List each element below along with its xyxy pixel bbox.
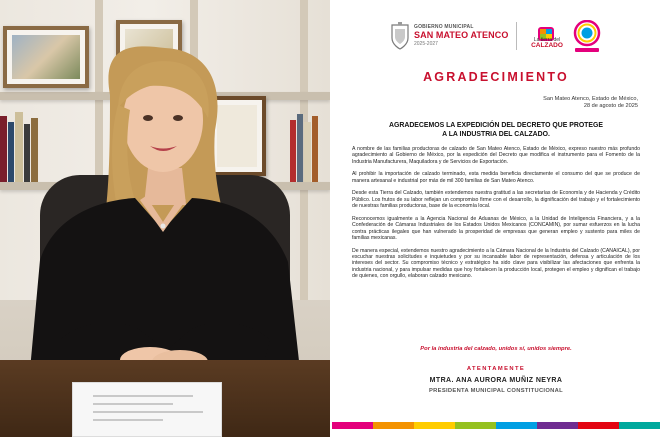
letter-date-block — [438, 96, 638, 110]
letter-headline — [362, 122, 630, 139]
letter-place: San Mateo Atenco, Estado de México, — [543, 96, 638, 102]
municipality-years: 2025-2027 — [414, 41, 438, 47]
letter-document — [332, 0, 660, 437]
municipal-shield-icon — [390, 22, 410, 50]
headline-line-2: A LA INDUSTRIA DEL CALZADO. — [442, 130, 550, 138]
signer-position: PRESIDENTA MUNICIPAL CONSTITUCIONAL — [429, 388, 563, 394]
letter-title: AGRADECIMIENTO — [423, 70, 569, 84]
closing-label: ATENTAMENTE — [466, 366, 526, 372]
letterhead-logos — [332, 20, 660, 54]
slogan: Por la industria del calzado, unidos sí, unidos siempre. — [420, 346, 572, 352]
desk-document — [72, 382, 222, 437]
stripe-segment — [578, 422, 619, 429]
body-paragraph: A nombre de las familias productoras de calzado de San Mateo Atenco, Estado de México, expreso nuestro más profundo agradecimiento al Gobierno de México, por la expedición del Decreto que modifica el instrumento para el Fomento de la Industria Manufacturera, Maquiladora y de Servicios de Exportación. — [352, 146, 640, 165]
letter-body — [352, 146, 640, 286]
municipality-small-label: GOBIERNO MUNICIPAL — [414, 24, 474, 30]
body-paragraph: Al prohibir la importación de calzado terminado, esta medida beneficia directamente el consumo del que se produce de manera artesanal e industrial por más de mil 300 familias de San Mateo Atenco. — [352, 171, 640, 184]
calzado-line1: La tierra del — [533, 37, 561, 43]
stripe-segment — [455, 422, 496, 429]
stripe-segment — [619, 422, 660, 429]
calzado-logo-text — [522, 37, 572, 49]
body-paragraph: Reconocemos igualmente a la Agencia Nacional de Aduanas de México, a la Unidad de Inteligencia Financiera, y a la Confederación de Cámaras Industriales de los Estados Unidos Mexicanos (CONCAMIN), por sumar esfuerzos en la lucha contra prácticas ilegales que han vulnerado la prosperidad de empresas que generan empleo y sustento para miles de familias mexicanas. — [352, 215, 640, 242]
color-stripe-footer — [332, 422, 660, 429]
stripe-segment — [332, 422, 373, 429]
letter-date: 28 de agosto de 2025 — [583, 103, 638, 109]
headline-line-1: AGRADECEMOS LA EXPEDICIÓN DEL DECRETO QUE PROTEGE — [389, 122, 603, 129]
stripe-segment — [373, 422, 414, 429]
logo-separator — [516, 22, 517, 50]
stripe-segment — [537, 422, 578, 429]
body-paragraph: Desde esta Tierra del Calzado, también extendemos nuestra gratitud a las secretarías de Economía y de Hacienda y Crédito Público. Los frutos de su labor reflejan un compromiso firme con el desarrollo, la dignificación del trabajo y el fortalecimiento de nuestras familias productoras, base de la economía local. — [352, 190, 640, 210]
municipality-name: SAN MATEO ATENCO — [414, 30, 509, 40]
signer-name: MTRA. ANA AURORA MUÑIZ NEYRA — [429, 377, 563, 384]
stripe-segment — [496, 422, 537, 429]
stripe-segment — [414, 422, 455, 429]
body-paragraph: De manera especial, extendemos nuestro agradecimiento a la Cámara Nacional de la Industria del Calzado (CANAICAL), por escuchar nuestras solicitudes e inquietudes y por su incansable labor de representación, defensa y articulación de los intereses del sector. Su compromiso técnico y estratégico ha sido clave para visibilizar las afectaciones que enfrenta la industria nacional, y para impulsar medidas que hoy fortalecen la producción local, protegen el empleo y dignifican el trabajo de quienes, con orgullo, elaboran calzado mexicano. — [352, 247, 640, 280]
si-logo-icon — [572, 20, 602, 54]
calzado-line2: CALZADO — [531, 42, 563, 49]
